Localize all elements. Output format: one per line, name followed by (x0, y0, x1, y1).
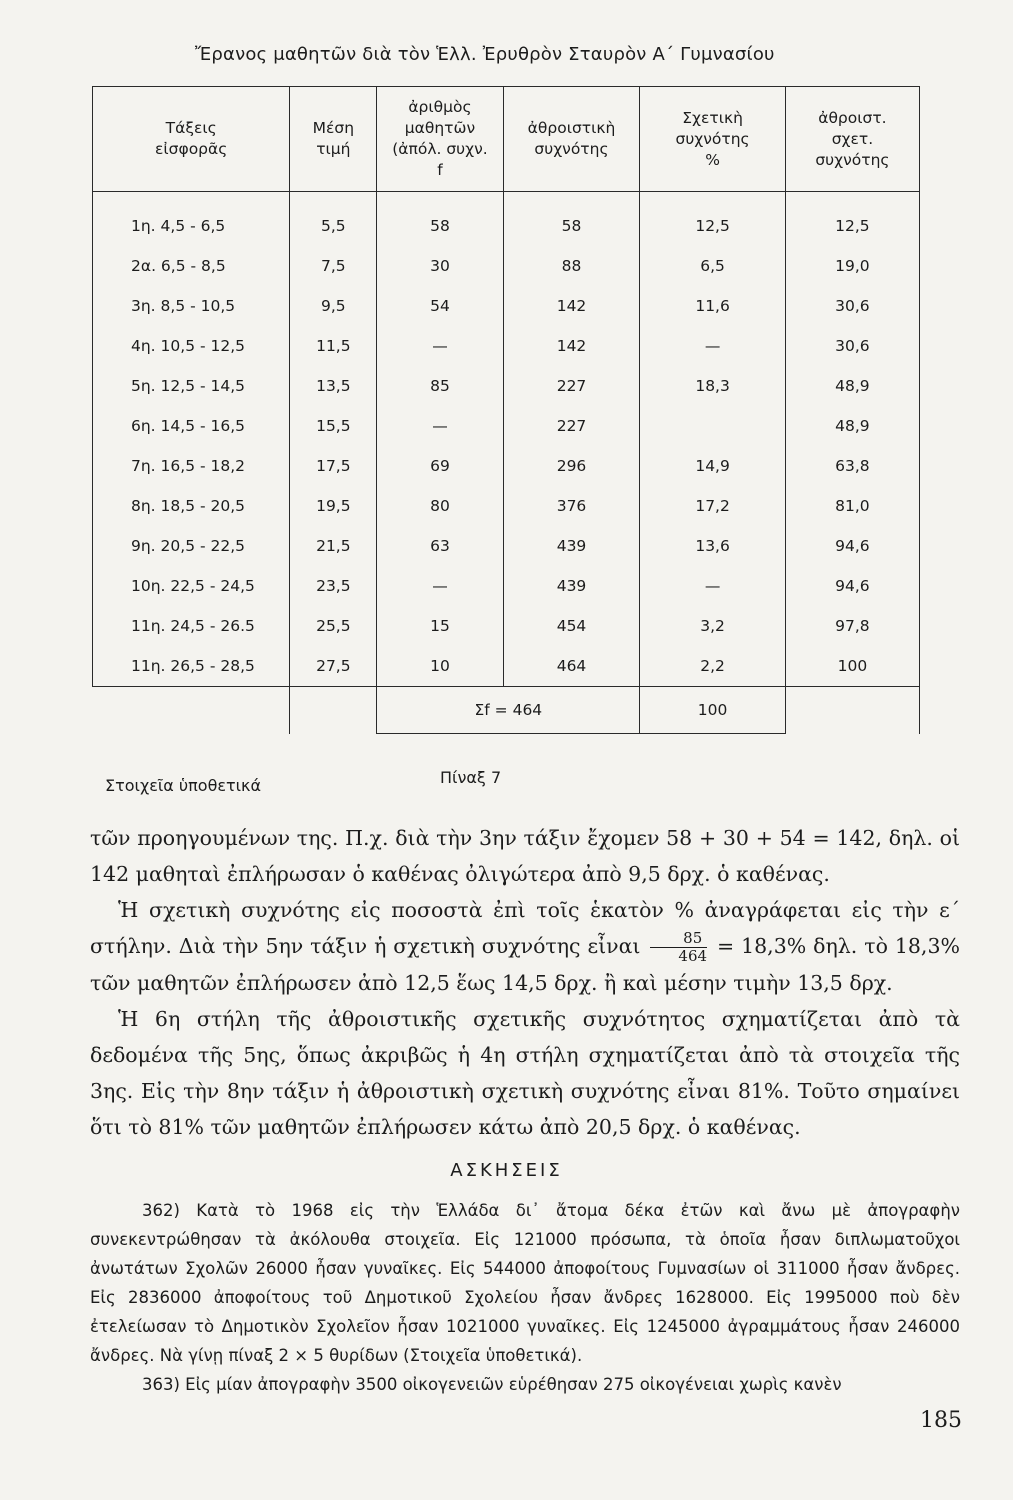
relative-cell: 6,5 (640, 246, 785, 286)
midpoint-cell: 7,5 (290, 246, 377, 286)
midpoint-cell: 19,5 (290, 486, 377, 526)
paragraph-2-start: Ἡ σχετικὴ συχνότης εἰς ποσοστὰ ἐπὶ τοῖς ἑκατὸν % ἀναγράφεται εἰς τὴν ε΄ στήλην. Διὰ τὴν 5ην τάξιν ἡ σχετικὴ συχνότης εἶναι (90, 898, 960, 958)
cumulative-cell: 227 (503, 366, 640, 406)
table-row (93, 192, 920, 247)
cumulative-relative-cell: 30,6 (785, 326, 919, 366)
total-frequency-cell: Σf = 464 (377, 687, 640, 734)
cumulative-relative-cell: 97,8 (785, 606, 919, 646)
frequency-cell: 15 (377, 606, 503, 646)
class-cell: 3η. 8,5 - 10,5 (93, 286, 290, 326)
cumulative-relative-cell: 48,9 (785, 366, 919, 406)
class-cell: 10η. 22,5 - 24,5 (93, 566, 290, 606)
class-cell: 5η. 12,5 - 14,5 (93, 366, 290, 406)
relative-cell: 13,6 (640, 526, 785, 566)
cumulative-cell: 376 (503, 486, 640, 526)
cumulative-cell: 464 (503, 646, 640, 687)
table-row (93, 646, 920, 687)
cumulative-cell: 296 (503, 446, 640, 486)
paragraph-2 (90, 892, 960, 1001)
cumulative-relative-cell: 94,6 (785, 526, 919, 566)
fraction-denominator: 464 (678, 947, 708, 965)
body-text (90, 820, 960, 1145)
table-row (93, 526, 920, 566)
relative-cell: — (640, 566, 785, 606)
cumulative-cell: 439 (503, 526, 640, 566)
header-relative: Σχετικὴ συχνότης % (640, 87, 785, 192)
table-label: Πίναξ 7 (440, 768, 502, 787)
midpoint-cell: 27,5 (290, 646, 377, 687)
paragraph-1: τῶν προηγουμένων της. Π.χ. διὰ τὴν 3ην τάξιν ἔχομεν 58 + 30 + 54 = 142, δηλ. οἱ 142 μαθηταὶ ἐπλήρωσαν ὁ καθένας ὀλιγώτερα ἀπὸ 9,5 δρχ. ὁ καθένας. (90, 826, 960, 886)
cumulative-cell: 227 (503, 406, 640, 446)
table-row (93, 246, 920, 286)
relative-cell: 18,3 (640, 366, 785, 406)
frequency-table-container (92, 86, 920, 734)
midpoint-cell: 9,5 (290, 286, 377, 326)
relative-cell: 2,2 (640, 646, 785, 687)
relative-cell: 12,5 (640, 192, 785, 247)
total-relative-cell: 100 (640, 687, 785, 734)
cumulative-relative-cell: 63,8 (785, 446, 919, 486)
class-cell: 8η. 18,5 - 20,5 (93, 486, 290, 526)
table-caption: Ἔρανος μαθητῶν διὰ τὸν Ἑλλ. Ἐρυθρὸν Σταυρὸν Α΄ Γυμνασίου (195, 44, 775, 65)
table-row (93, 446, 920, 486)
midpoint-cell: 23,5 (290, 566, 377, 606)
exercises-heading: ΑΣΚΗΣΕΙΣ (450, 1160, 563, 1181)
table-header-row (93, 87, 920, 192)
frequency-table (92, 86, 920, 734)
frequency-cell: 80 (377, 486, 503, 526)
header-classes: Τάξεις εἰσφορᾶς (93, 87, 290, 192)
relative-cell: 3,2 (640, 606, 785, 646)
total-blank-cell (93, 687, 290, 734)
frequency-cell: — (377, 326, 503, 366)
midpoint-cell: 5,5 (290, 192, 377, 247)
relative-cell: — (640, 326, 785, 366)
exercise-362: 362) Κατὰ τὸ 1968 εἰς τὴν Ἑλλάδα δι᾽ ἄτομα δέκα ἐτῶν καὶ ἄνω μὲ ἀπογραφὴν συνεκεντρώθησαν τὰ ἀκόλουθα στοιχεῖα. Εἰς 121000 πρόσωπα, τὰ ὁποῖα ἦσαν διπλωματοῦχοι ἀνωτάτων Σχολῶν 26000 ἦσαν γυναῖκες. Εἰς 544000 ἀποφοίτους Γυμνασίων οἱ 311000 ἦσαν ἄνδρες. Εἰς 2836000 ἀποφοίτους τοῦ Δημοτικοῦ Σχολείου ἦσαν ἄνδρες 1628000. Εἰς 1995000 ποὺ δὲν ἐτελείωσαν τὸ Δημοτικὸν Σχολεῖον ἦσαν 1021000 γυναῖκες. Εἰς 1245000 ἀγραμμάτους ἦσαν 246000 ἄνδρες. Νὰ γίνῃ πίναξ 2 × 5 θυρίδων (Στοιχεῖα ὑποθετικά). (90, 1201, 960, 1365)
relative-cell (640, 406, 785, 446)
class-cell: 4η. 10,5 - 12,5 (93, 326, 290, 366)
cumulative-relative-cell: 12,5 (785, 192, 919, 247)
frequency-cell: — (377, 406, 503, 446)
class-cell: 6η. 14,5 - 16,5 (93, 406, 290, 446)
table-row (93, 606, 920, 646)
fraction-numerator: 85 (650, 930, 707, 948)
cumulative-relative-cell: 81,0 (785, 486, 919, 526)
frequency-cell: 54 (377, 286, 503, 326)
cumulative-relative-cell: 100 (785, 646, 919, 687)
header-midpoint: Μέση τιμή (290, 87, 377, 192)
relative-cell: 11,6 (640, 286, 785, 326)
cumulative-cell: 58 (503, 192, 640, 247)
cumulative-relative-cell: 19,0 (785, 246, 919, 286)
frequency-cell: 69 (377, 446, 503, 486)
frequency-cell: 63 (377, 526, 503, 566)
header-frequency: ἀριθμὸς μαθητῶν (ἀπόλ. συχν. f (377, 87, 503, 192)
exercise-363: 363) Εἰς μίαν ἀπογραφὴν 3500 οἰκογενειῶν εὑρέθησαν 275 οἰκογένειαι χωρὶς κανὲν (142, 1375, 842, 1394)
cumulative-cell: 88 (503, 246, 640, 286)
relative-cell: 17,2 (640, 486, 785, 526)
table-note: Στοιχεῖα ὑποθετικά (105, 776, 262, 795)
class-cell: 7η. 16,5 - 18,2 (93, 446, 290, 486)
table-row (93, 366, 920, 406)
midpoint-cell: 21,5 (290, 526, 377, 566)
table-row (93, 406, 920, 446)
midpoint-cell: 11,5 (290, 326, 377, 366)
midpoint-cell: 15,5 (290, 406, 377, 446)
table-row (93, 566, 920, 606)
exercises (90, 1196, 960, 1399)
table-row (93, 486, 920, 526)
table-total-row (93, 687, 920, 734)
paragraph-2-end: = 18,3% δηλ. τὸ 18,3% τῶν μαθητῶν ἐπλήρωσεν ἀπὸ 12,5 ἕως 14,5 δρχ. ἢ καὶ μέσην τιμὴν 13,5 δρχ. (90, 934, 960, 995)
cumulative-relative-cell: 48,9 (785, 406, 919, 446)
cumulative-cell: 439 (503, 566, 640, 606)
cumulative-cell: 142 (503, 326, 640, 366)
class-cell: 11η. 26,5 - 28,5 (93, 646, 290, 687)
frequency-cell: — (377, 566, 503, 606)
header-cumulative: ἀθροιστικὴ συχνότης (503, 87, 640, 192)
fraction (650, 930, 707, 965)
cumulative-relative-cell: 94,6 (785, 566, 919, 606)
paragraph-3: Ἡ 6η στήλη τῆς ἀθροιστικῆς σχετικῆς συχνότητος σχηματίζεται ἀπὸ τὰ δεδομένα τῆς 5ης, ὅπως ἀκριβῶς ἡ 4η στήλη σχηματίζεται ἀπὸ τὰ στοιχεῖα τῆς 3ης. Εἰς τὴν 8ην τάξιν ἡ ἀθροιστικὴ σχετικὴ συχνότης εἶναι 81%. Τοῦτο σημαίνει ὅτι τὸ 81% τῶν μαθητῶν ἐπλήρωσεν κάτω ἀπὸ 20,5 δρχ. ὁ καθένας. (90, 1007, 960, 1139)
midpoint-cell: 17,5 (290, 446, 377, 486)
table-body (93, 192, 920, 734)
relative-cell: 14,9 (640, 446, 785, 486)
class-cell: 1η. 4,5 - 6,5 (93, 192, 290, 247)
frequency-cell: 58 (377, 192, 503, 247)
midpoint-cell: 25,5 (290, 606, 377, 646)
cumulative-cell: 454 (503, 606, 640, 646)
total-blank-cell (290, 687, 377, 734)
frequency-cell: 10 (377, 646, 503, 687)
total-blank-cell (785, 687, 919, 734)
frequency-cell: 85 (377, 366, 503, 406)
midpoint-cell: 13,5 (290, 366, 377, 406)
class-cell: 11η. 24,5 - 26.5 (93, 606, 290, 646)
header-cumulative-relative: ἀθροιστ. σχετ. συχνότης (785, 87, 919, 192)
table-row (93, 286, 920, 326)
table-row (93, 326, 920, 366)
page-number: 185 (920, 1408, 962, 1433)
cumulative-cell: 142 (503, 286, 640, 326)
frequency-cell: 30 (377, 246, 503, 286)
class-cell: 2α. 6,5 - 8,5 (93, 246, 290, 286)
class-cell: 9η. 20,5 - 22,5 (93, 526, 290, 566)
cumulative-relative-cell: 30,6 (785, 286, 919, 326)
